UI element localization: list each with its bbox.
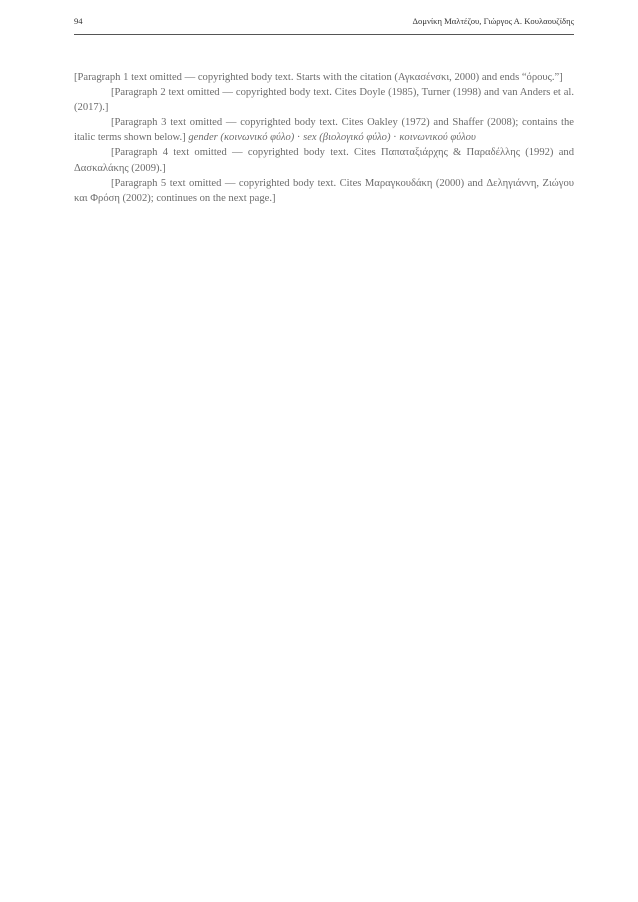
italic-term-gender: gender (κοινωνικό φύλο) xyxy=(188,132,295,144)
running-header-authors: Δομνίκη Μαλτέζου, Γιώργος Α. Κουλαουζίδης xyxy=(412,16,574,26)
paragraph-3: [Paragraph 3 text omitted — copyrighted body text. Cites Oakley (1972) and Shaffer (2008); contains the italic terms shown below.] gender (κοινωνικό φύλο) · sex (βιολογικό φύλο) · κοινωνικού φύλου xyxy=(74,117,574,144)
page-header xyxy=(74,16,574,32)
paragraph-1: [Paragraph 1 text omitted — copyrighted body text. Starts with the citation (Αγκασένσκι, 2000) and ends “όρους.”] xyxy=(74,72,563,83)
page-body xyxy=(74,70,574,852)
italic-term-social-gender: κοινωνικού φύλου xyxy=(399,132,476,144)
italic-term-sex: sex (βιολογικό φύλο) xyxy=(303,132,391,144)
paragraph-3-text: [Paragraph 3 text omitted — copyrighted body text. Cites Oakley (1972) and Shaffer (2008); contains the italic terms shown below.] xyxy=(74,117,574,144)
paragraph-4: [Paragraph 4 text omitted — copyrighted body text. Cites Παπαταξιάρχης & Παραδέλλης (1992) and Δασκαλάκης (2009).] xyxy=(74,147,574,174)
paragraph-5: [Paragraph 5 text omitted — copyrighted body text. Cites Μαραγκουδάκη (2000) and Δεληγιάννη, Ζιώγου και Φρόση (2002); continues on the next page.] xyxy=(74,177,574,204)
paragraph-2: [Paragraph 2 text omitted — copyrighted body text. Cites Doyle (1985), Turner (1998) and van Anders et al. (2017).] xyxy=(74,87,574,114)
page-number: 94 xyxy=(74,16,83,26)
header-rule xyxy=(74,34,574,35)
